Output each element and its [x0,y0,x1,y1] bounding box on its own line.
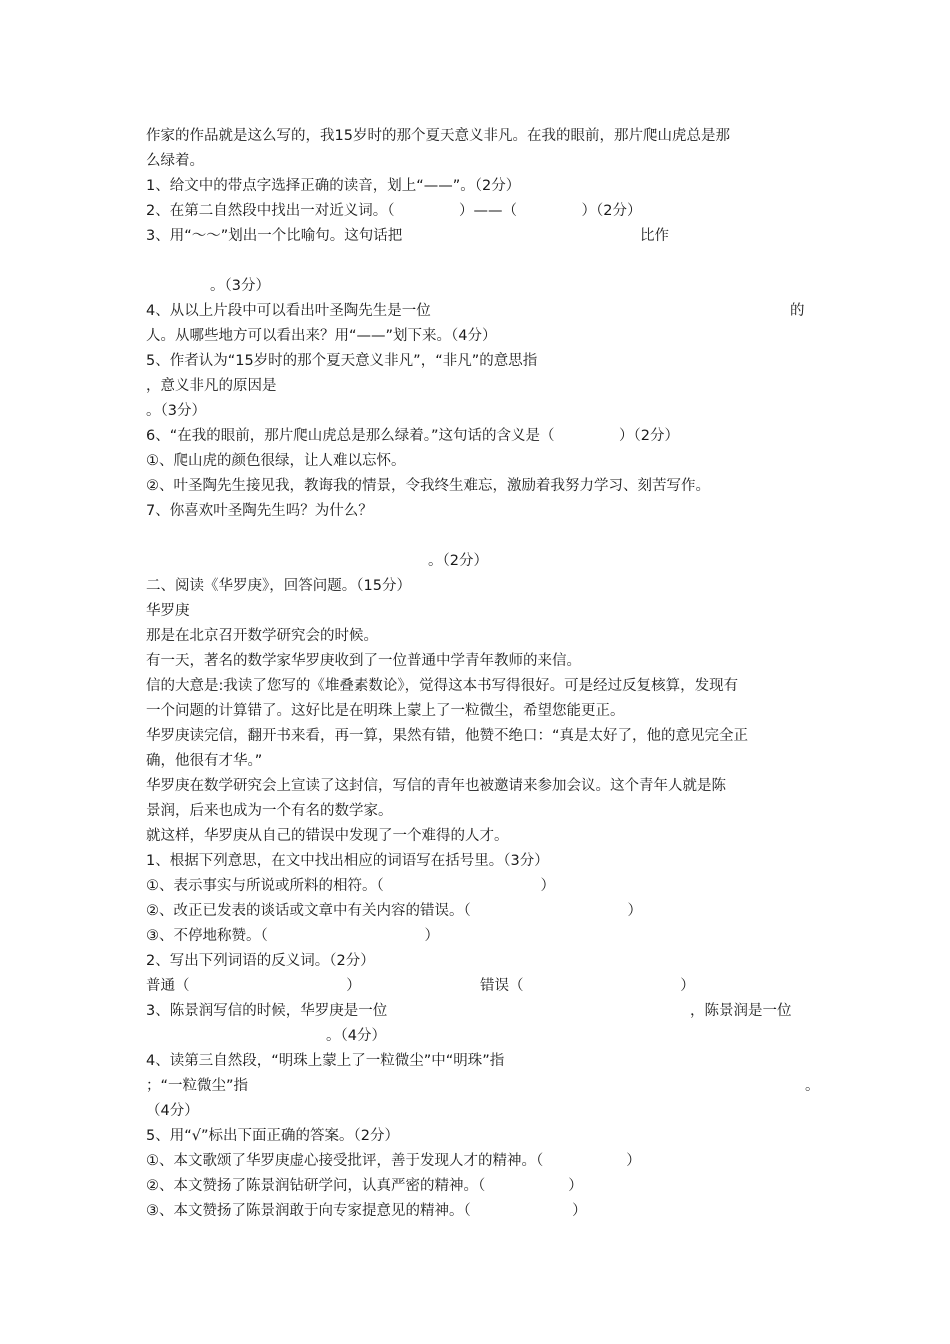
text-line: 人。从哪些地方可以看出来？用“——”划下来。（4分） [146,328,497,344]
text-line: ；“一粒微尘”指 [146,1078,249,1094]
question-3-score: 。（4分） [326,1028,386,1044]
choice-1: ①、本文歌颂了华罗庚虚心接受批评，善于发现人才的精神。（ ） [146,1153,641,1169]
question-2: 2、写出下列词语的反义词。（2分） [146,953,375,969]
option-1: ①、爬山虎的颜色很绿，让人难以忘怀。 [146,453,406,469]
question-3: 3、用“～～”划出一个比喻句。这句话把 [146,228,403,244]
passage-line: 有一天，著名的数学家华罗庚收到了一位普通中学青年教师的来信。 [146,653,581,669]
text-line: （4分） [146,1103,199,1119]
passage-title: 华罗庚 [146,603,190,619]
passage-line: 那是在北京召开数学研究会的时候。 [146,628,378,644]
question-3: 3、陈景润写信的时候，华罗庚是一位 [146,1003,388,1019]
question-4-right: 的 [790,303,805,319]
text-line: 作家的作品就是这么写的，我15岁时的那个夏天意义非凡。在我的眼前，那片爬山虎总是那 [146,128,730,144]
item-1: ①、表示事实与所说或所料的相符。（ ） [146,878,555,894]
choice-3: ③、本文赞扬了陈景润敢于向专家提意见的精神。（ ） [146,1203,587,1219]
question-7-score: 。（2分） [428,553,488,569]
question-4: 4、读第三自然段，“明珠上蒙上了一粒微尘”中“明珠”指 [146,1053,505,1069]
question-7: 7、你喜欢叶圣陶先生吗？为什么？ [146,503,373,519]
question-1: 1、根据下列意思，在文中找出相应的词语写在括号里。（3分） [146,853,549,869]
passage-line: 就这样，华罗庚从自己的错误中发现了一个难得的人才。 [146,828,509,844]
question-5: 5、用“√”标出下面正确的答案。（2分） [146,1128,399,1144]
option-2: ②、叶圣陶先生接见我，教诲我的情景，令我终生难忘，激励着我努力学习、刻苦写作。 [146,478,710,494]
item-2: ②、改正已发表的谈话或文章中有关内容的错误。（ ） [146,903,642,919]
section-heading: 二、阅读《华罗庚》，回答问题。（15分） [146,578,411,594]
passage-line: 华罗庚在数学研究会上宣读了这封信，写信的青年也被邀请来参加会议。这个青年人就是陈 [146,778,726,794]
text-line: 。（3分） [146,403,206,419]
question-4: 4、从以上片段中可以看出叶圣陶先生是一位 [146,303,431,319]
antonym-1: 普通（ ） [146,978,361,994]
passage-line: 华罗庚读完信，翻开书来看，再一算，果然有错，他赞不绝口：“真是太好了，他的意见完全正 [146,728,749,744]
passage-line: 一个问题的计算错了。这好比是在明珠上蒙上了一粒微尘，希望您能更正。 [146,703,625,719]
question-6: 6、“在我的眼前，那片爬山虎总是那么绿着。”这句话的含义是（ ）（2分） [146,428,679,444]
antonym-2: 错误（ ） [480,978,695,994]
text-line: ，意义非凡的原因是 [146,378,277,394]
question-3-score: 。（3分） [210,278,270,294]
period: 。 [805,1078,820,1094]
item-3: ③、不停地称赞。（ ） [146,928,439,944]
question-2: 2、在第二自然段中找出一对近义词。（ ）——（ ）（2分） [146,203,642,219]
passage-line: 景润，后来也成为一个有名的数学家。 [146,803,393,819]
passage-line: 确，他很有才华。” [146,753,263,769]
text-line: 么绿着。 [146,153,204,169]
choice-2: ②、本文赞扬了陈景润钻研学问，认真严密的精神。（ ） [146,1178,583,1194]
question-1: 1、给文中的带点字选择正确的读音，划上“——”。（2分） [146,178,521,194]
passage-line: 信的大意是:我读了您写的《堆叠素数论》，觉得这本书写得很好。可是经过反复核算，发现有 [146,678,739,694]
question-5: 5、作者认为“15岁时的那个夏天意义非凡”，“非凡”的意思指 [146,353,538,369]
question-3-right: 比作 [640,228,669,244]
question-3-right: ，陈景润是一位 [690,1003,792,1019]
